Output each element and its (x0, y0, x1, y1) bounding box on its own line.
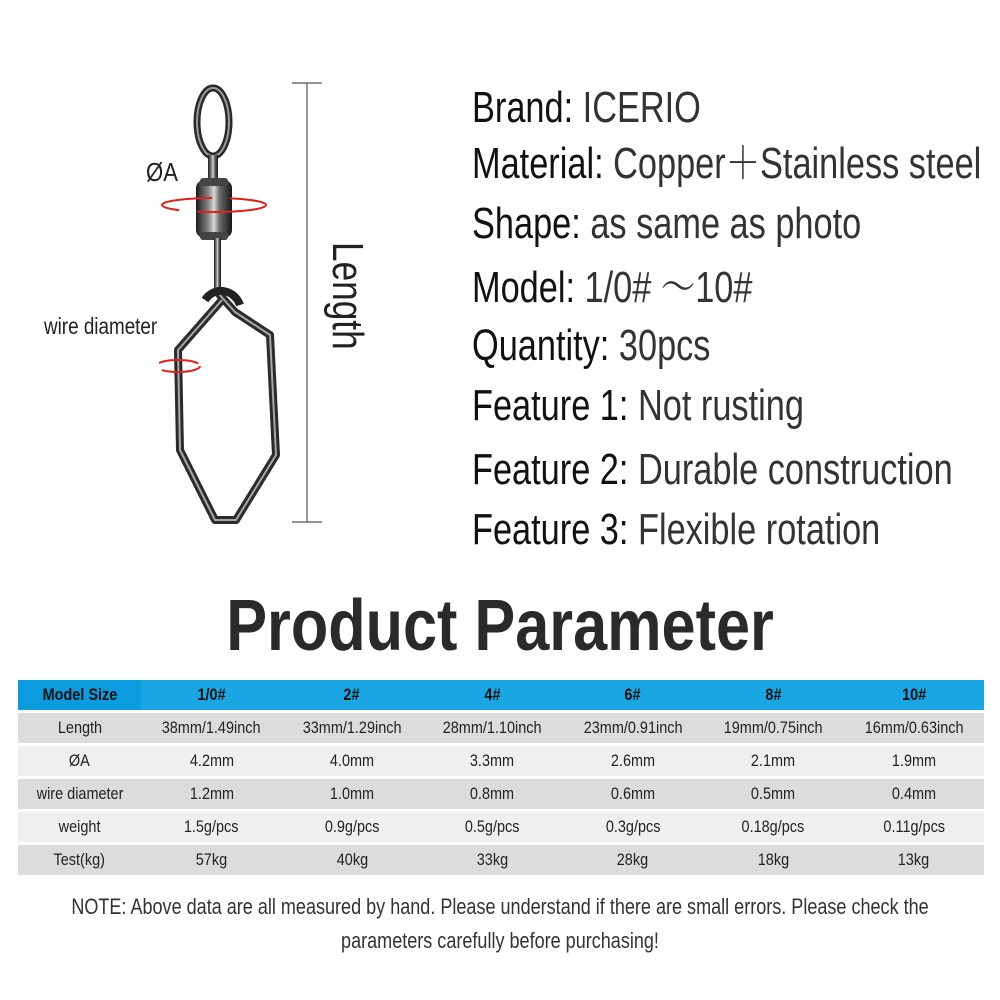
table-cell: 33mm/1.29inch (282, 713, 422, 743)
table-cell: 28mm/1.10inch (422, 713, 562, 743)
diameter-label: ØA (146, 157, 178, 187)
table-header-cell: Model Size (18, 680, 141, 710)
table-cell: 1.0mm (282, 779, 422, 809)
snap-loop (178, 293, 276, 520)
spec-quantity: Quantity: 30pcs (472, 321, 711, 370)
table-cell: 2.6mm (563, 746, 703, 776)
table-cell: 38mm/1.49inch (141, 713, 281, 743)
table-row (18, 779, 984, 809)
table-cell: 1.9mm (843, 746, 984, 776)
spec-feature-3: Feature 3: Flexible rotation (472, 505, 881, 554)
table-cell: 0.4mm (843, 779, 984, 809)
length-dimension-line (292, 83, 322, 522)
table-cell: 33kg (422, 845, 562, 875)
table-row (18, 713, 984, 743)
swivel-barrel (196, 180, 232, 238)
table-cell: 0.11g/pcs (843, 812, 984, 842)
table-cell: 0.9g/pcs (282, 812, 422, 842)
table-cell: 1.5g/pcs (141, 812, 281, 842)
length-label: Length (323, 242, 372, 350)
table-cell: 4.0mm (282, 746, 422, 776)
table-cell: 40kg (282, 845, 422, 875)
table-cell: 4.2mm (141, 746, 281, 776)
spec-shape: Shape: as same as photo (472, 199, 862, 248)
table-row (18, 746, 984, 776)
table-cell: 0.18g/pcs (703, 812, 843, 842)
table-cell: 3.3mm (422, 746, 562, 776)
table-cell: 18kg (703, 845, 843, 875)
note-text: NOTE: Above data are all measured by hand. Please understand if there are small errors. Please check the parameters carefully before purchasing! (71, 894, 929, 953)
table-cell: 0.8mm (422, 779, 562, 809)
table-header-cell: 2# (282, 680, 422, 710)
table-cell: 19mm/0.75inch (703, 713, 843, 743)
table-cell: wire diameter (18, 779, 141, 809)
section-title: Product Parameter (226, 586, 774, 666)
table-cell: 1.2mm (141, 779, 281, 809)
spec-model: Model: 1/0# ～10# (472, 263, 753, 312)
table-cell: 23mm/0.91inch (563, 713, 703, 743)
table-cell: 16mm/0.63inch (843, 713, 984, 743)
table-header-row (18, 680, 984, 710)
table-header-cell: 1/0# (141, 680, 281, 710)
product-figure (0, 0, 400, 560)
table-row (18, 812, 984, 842)
table-header-cell: 10# (843, 680, 984, 710)
spec-brand: Brand: ICERIO (472, 83, 701, 132)
table-cell: 0.6mm (563, 779, 703, 809)
table-header-cell: 8# (703, 680, 843, 710)
table-cell: ØA (18, 746, 141, 776)
table-cell: 0.3g/pcs (563, 812, 703, 842)
table-cell: weight (18, 812, 141, 842)
table-cell: 0.5mm (703, 779, 843, 809)
table-cell: 28kg (563, 845, 703, 875)
table-cell: 57kg (141, 845, 281, 875)
wire-diameter-label: wire diameter (44, 313, 158, 339)
table-cell: 13kg (843, 845, 984, 875)
table-cell: 2.1mm (703, 746, 843, 776)
spec-material: Material: Copper＋Stainless steel (472, 139, 982, 188)
table-row (18, 845, 984, 875)
table-cell: Test(kg) (18, 845, 141, 875)
table-cell: 0.5g/pcs (422, 812, 562, 842)
table-cell: Length (18, 713, 141, 743)
table-header-cell: 4# (422, 680, 562, 710)
spec-feature-1: Feature 1: Not rusting (472, 381, 804, 430)
parameter-table (18, 677, 984, 878)
spec-feature-2: Feature 2: Durable construction (472, 445, 953, 494)
table-header-cell: 6# (563, 680, 703, 710)
